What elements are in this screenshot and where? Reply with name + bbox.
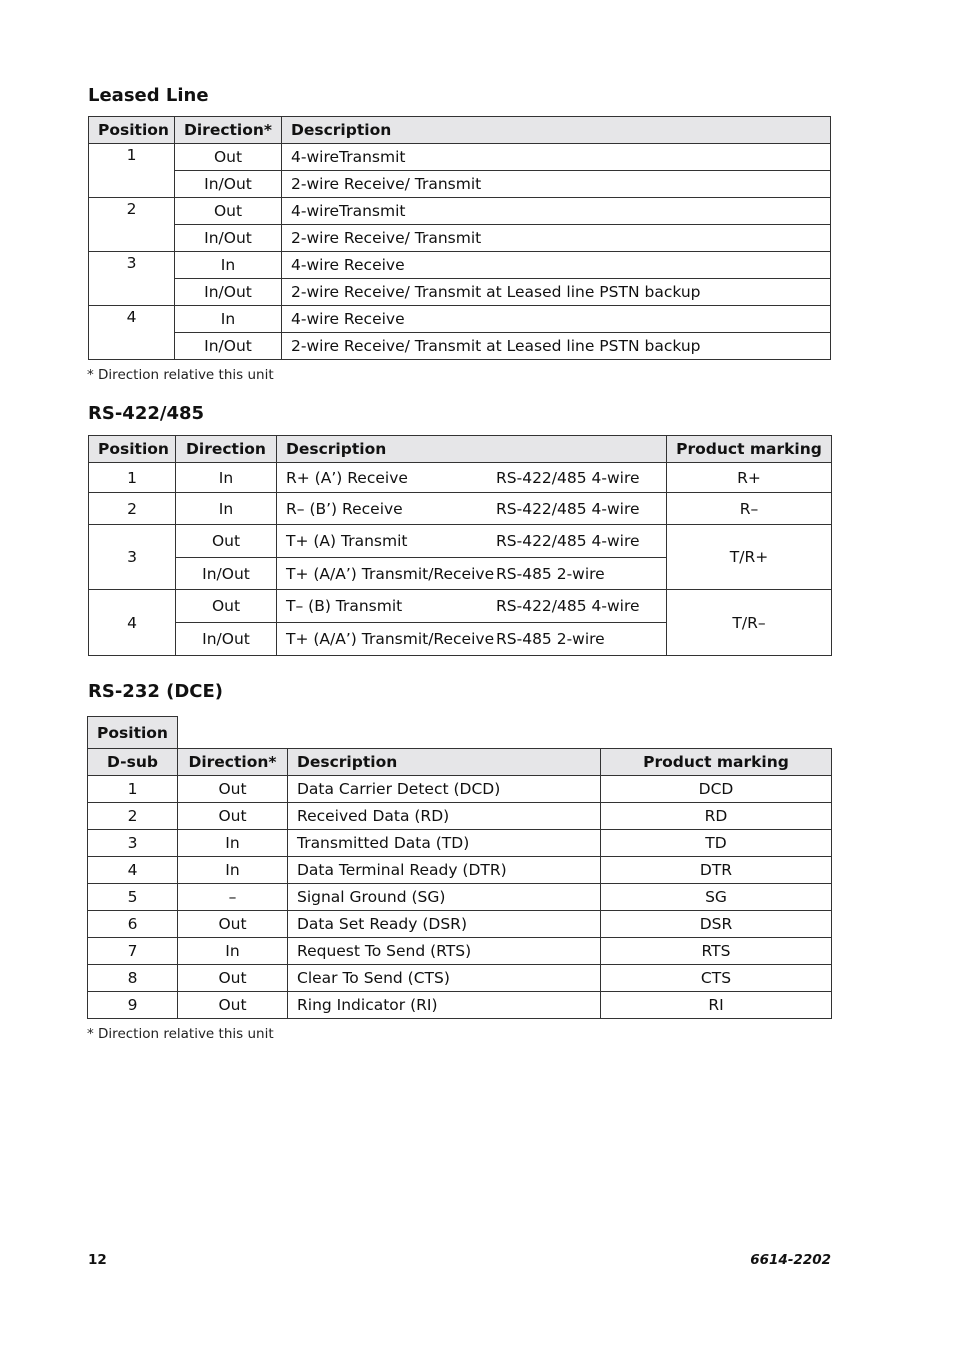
- description-cell: [277, 623, 667, 656]
- product-marking-cell: TD: [601, 830, 832, 857]
- table-header-row: [89, 117, 831, 144]
- position-cell: 4: [89, 590, 176, 656]
- product-marking-cell: RD: [601, 803, 832, 830]
- direction-cell: In: [176, 493, 277, 525]
- interface-mode: RS-485 2-wire: [496, 564, 605, 583]
- position-cell: 3: [89, 525, 176, 590]
- position-cell: 7: [88, 938, 178, 965]
- description-cell: 4-wire Receive: [282, 306, 831, 333]
- signal-description: R+ (A’) Receive: [286, 468, 408, 487]
- product-marking-cell: R–: [667, 493, 832, 525]
- signal-description: R– (B’) Receive: [286, 499, 403, 518]
- direction-cell: –: [178, 884, 288, 911]
- position-cell: 2: [89, 493, 176, 525]
- description-cell: 4-wireTransmit: [282, 198, 831, 225]
- direction-cell: In: [175, 306, 282, 333]
- direction-cell: Out: [178, 776, 288, 803]
- description-cell: [277, 463, 667, 493]
- description-cell: 4-wire Receive: [282, 252, 831, 279]
- position-cell: 4: [88, 857, 178, 884]
- direction-cell: In: [178, 938, 288, 965]
- description-cell: Transmitted Data (TD): [288, 830, 601, 857]
- product-marking-cell: RI: [601, 992, 832, 1019]
- description-cell: Clear To Send (CTS): [288, 965, 601, 992]
- direction-cell: In: [178, 857, 288, 884]
- table-header-row: [88, 749, 832, 776]
- direction-cell: In: [176, 463, 277, 493]
- rs232-table: [87, 716, 832, 1019]
- table-row: [89, 225, 831, 252]
- description-cell: Request To Send (RTS): [288, 938, 601, 965]
- description-cell: Data Set Ready (DSR): [288, 911, 601, 938]
- signal-description: T– (B) Transmit: [286, 597, 403, 615]
- table-row: [89, 144, 831, 171]
- direction-cell: In: [175, 252, 282, 279]
- rs422-heading: RS-422/485: [88, 403, 205, 424]
- product-marking-cell: SG: [601, 884, 832, 911]
- product-marking-cell: DTR: [601, 857, 832, 884]
- direction-cell: In/Out: [175, 171, 282, 198]
- interface-mode: RS-422/485 4-wire: [496, 597, 640, 615]
- table-row: [89, 590, 832, 623]
- position-cell: 9: [88, 992, 178, 1019]
- position-cell: 1: [89, 144, 175, 198]
- description-cell: 2-wire Receive/ Transmit at Leased line PSTN backup: [282, 279, 831, 306]
- product-marking-cell: DSR: [601, 911, 832, 938]
- footnote-direction: * Direction relative this unit: [87, 367, 274, 383]
- interface-mode: RS-422/485 4-wire: [496, 499, 640, 518]
- direction-cell: Out: [175, 198, 282, 225]
- direction-cell: Out: [178, 911, 288, 938]
- table-row: [89, 252, 831, 279]
- direction-cell: Out: [178, 992, 288, 1019]
- direction-cell: Out: [176, 525, 277, 558]
- table-row: [88, 884, 832, 911]
- description-cell: [277, 493, 667, 525]
- direction-cell: In/Out: [175, 225, 282, 252]
- position-cell: 3: [88, 830, 178, 857]
- description-cell: 2-wire Receive/ Transmit: [282, 171, 831, 198]
- table-row: [89, 493, 832, 525]
- table-row: [89, 306, 831, 333]
- description-cell: [277, 590, 667, 623]
- description-cell: 2-wire Receive/ Transmit: [282, 225, 831, 252]
- direction-cell: In/Out: [175, 333, 282, 360]
- table-row: [89, 333, 831, 360]
- table-row: [89, 279, 831, 306]
- table-group-header-row: [88, 717, 832, 749]
- product-marking-cell: CTS: [601, 965, 832, 992]
- interface-mode: RS-422/485 4-wire: [496, 532, 640, 550]
- footnote-direction: * Direction relative this unit: [87, 1026, 274, 1042]
- description-cell: 4-wireTransmit: [282, 144, 831, 171]
- table-row: [88, 857, 832, 884]
- position-cell: 5: [88, 884, 178, 911]
- description-cell: [277, 525, 667, 558]
- signal-description: T+ (A/A’) Transmit/Receive: [286, 564, 495, 583]
- col-header-direction: Direction*: [175, 117, 282, 144]
- rs422-table: [88, 435, 832, 656]
- description-cell: Signal Ground (SG): [288, 884, 601, 911]
- table-row: [88, 911, 832, 938]
- description-cell: Data Terminal Ready (DTR): [288, 857, 601, 884]
- position-cell: 3: [89, 252, 175, 306]
- table-row: [88, 776, 832, 803]
- leased-line-table: [88, 116, 831, 360]
- direction-cell: In/Out: [176, 623, 277, 656]
- signal-description: T+ (A) Transmit: [286, 532, 408, 550]
- table-row: [88, 938, 832, 965]
- col-header-position-group: Position: [88, 717, 178, 749]
- product-marking-cell: T/R+: [667, 525, 832, 590]
- table-header-row: [89, 436, 832, 463]
- col-header-product-marking: Product marking: [601, 749, 832, 776]
- col-header-position: Position: [89, 436, 176, 463]
- table-row: [88, 965, 832, 992]
- description-cell: 2-wire Receive/ Transmit at Leased line PSTN backup: [282, 333, 831, 360]
- col-header-dsub: D-sub: [88, 749, 178, 776]
- direction-cell: Out: [178, 803, 288, 830]
- col-header-description: Description: [288, 749, 601, 776]
- page-number: 12: [88, 1252, 107, 1268]
- leased-line-heading: Leased Line: [88, 85, 209, 106]
- product-marking-cell: DCD: [601, 776, 832, 803]
- position-cell: 2: [89, 198, 175, 252]
- position-cell: 1: [89, 463, 176, 493]
- table-row: [88, 830, 832, 857]
- position-cell: 4: [89, 306, 175, 360]
- product-marking-cell: RTS: [601, 938, 832, 965]
- table-row: [89, 463, 832, 493]
- description-cell: [277, 558, 667, 590]
- interface-mode: RS-422/485 4-wire: [496, 468, 640, 487]
- table-row: [89, 198, 831, 225]
- table-row: [89, 525, 832, 558]
- direction-cell: In/Out: [176, 558, 277, 590]
- description-cell: Data Carrier Detect (DCD): [288, 776, 601, 803]
- col-header-direction: Direction: [176, 436, 277, 463]
- product-marking-cell: R+: [667, 463, 832, 493]
- signal-description: T+ (A/A’) Transmit/Receive: [286, 630, 495, 648]
- direction-cell: In: [178, 830, 288, 857]
- col-header-direction: Direction*: [178, 749, 288, 776]
- blank-header-space: [178, 717, 832, 749]
- interface-mode: RS-485 2-wire: [496, 630, 605, 648]
- description-cell: Ring Indicator (RI): [288, 992, 601, 1019]
- direction-cell: Out: [178, 965, 288, 992]
- table-row: [88, 992, 832, 1019]
- position-cell: 2: [88, 803, 178, 830]
- direction-cell: In/Out: [175, 279, 282, 306]
- product-marking-cell: T/R–: [667, 590, 832, 656]
- position-cell: 8: [88, 965, 178, 992]
- col-header-description: Description: [282, 117, 831, 144]
- rs232-heading: RS-232 (DCE): [88, 681, 224, 702]
- position-cell: 1: [88, 776, 178, 803]
- col-header-description: Description: [277, 436, 667, 463]
- description-cell: Received Data (RD): [288, 803, 601, 830]
- table-row: [88, 803, 832, 830]
- document-number: 6614-2202: [750, 1252, 831, 1268]
- col-header-position: Position: [89, 117, 175, 144]
- col-header-product-marking: Product marking: [667, 436, 832, 463]
- table-row: [89, 171, 831, 198]
- direction-cell: Out: [176, 590, 277, 623]
- position-cell: 6: [88, 911, 178, 938]
- direction-cell: Out: [175, 144, 282, 171]
